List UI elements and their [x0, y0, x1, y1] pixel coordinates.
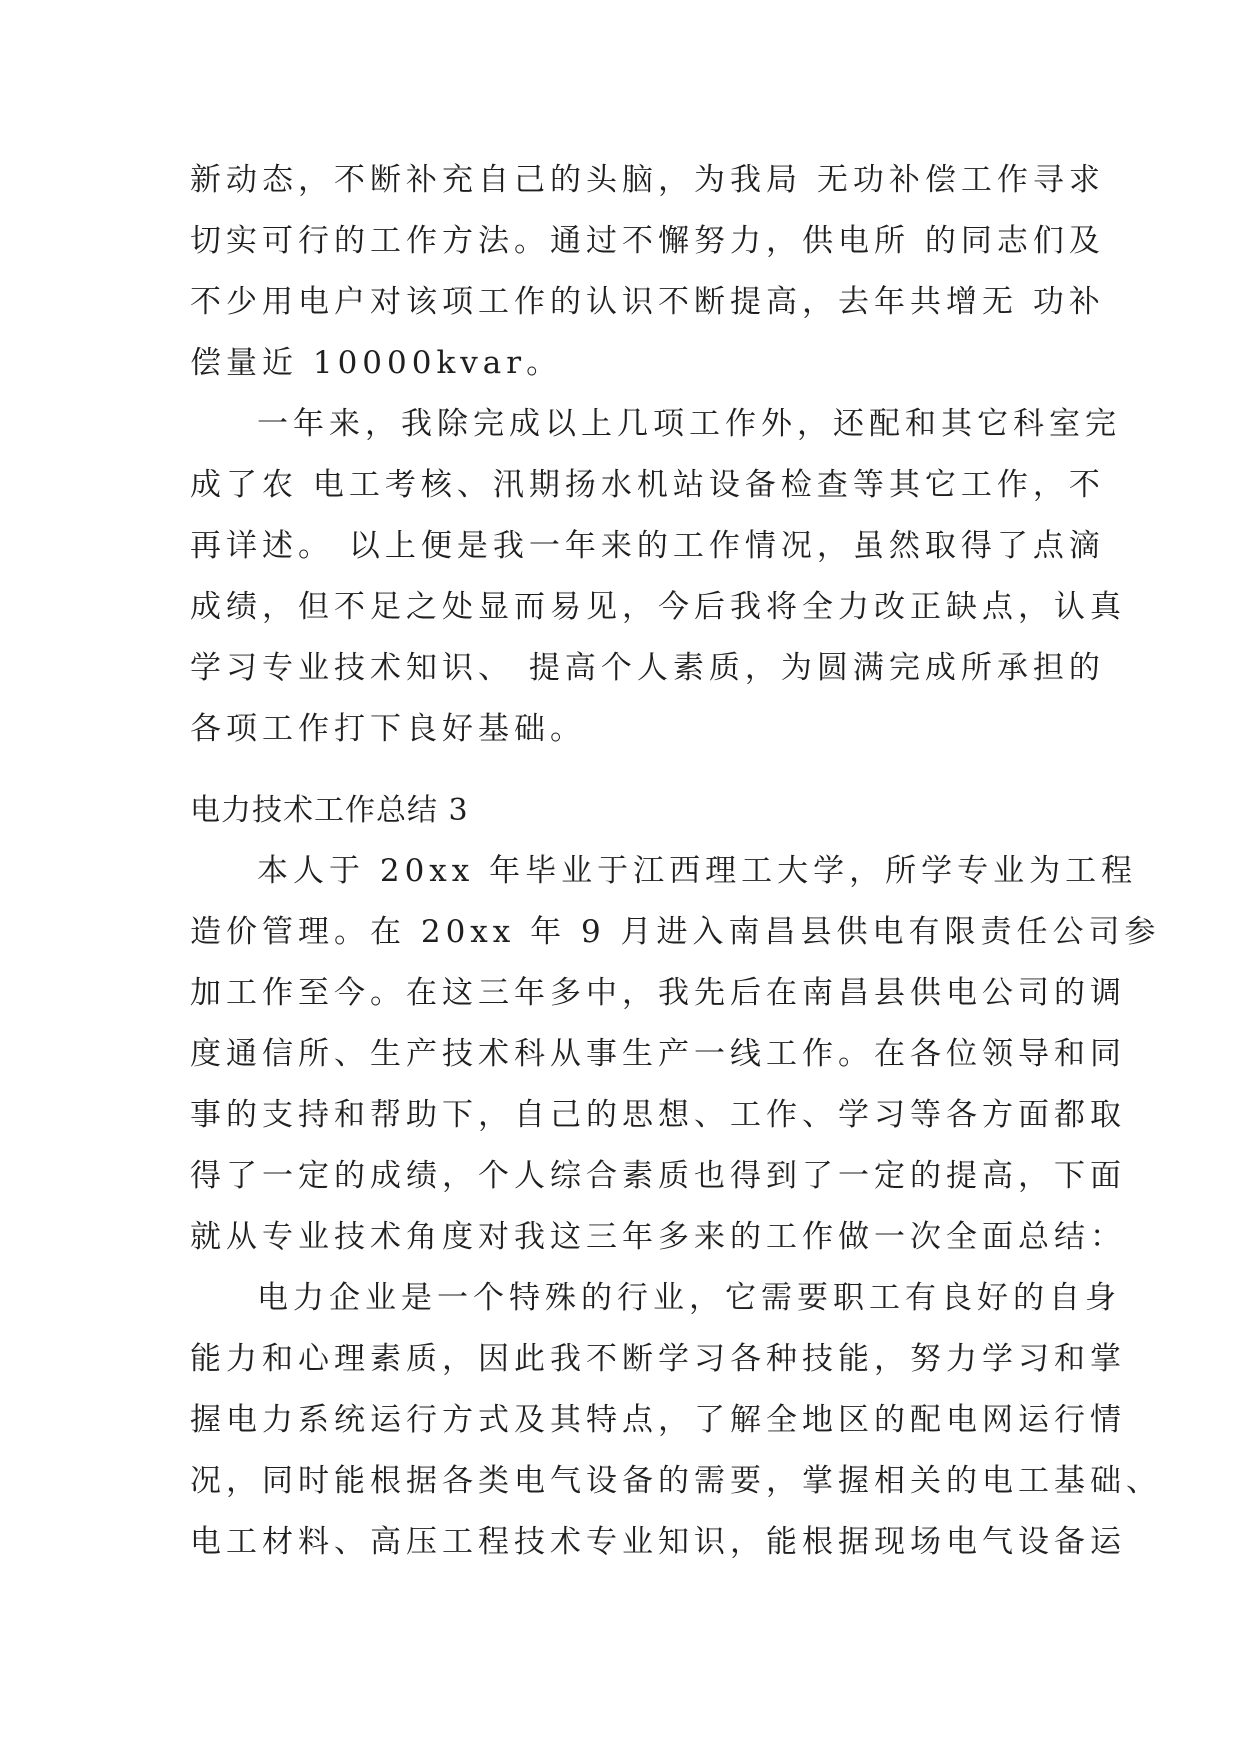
text-line: 加工作至今。在这三年多中，我先后在南昌县供电公司的调 [190, 975, 1126, 1011]
paragraph-power-industry [190, 1268, 1162, 1573]
text-line: 成了农 电工考核、汛期扬水机站设备检查等其它工作，不 [190, 467, 1105, 503]
text-line: 事的支持和帮助下，自己的思想、工作、学习等各方面都取 [190, 1097, 1126, 1133]
paragraph-year-summary [190, 394, 1126, 760]
text-line: 握电力系统运行方式及其特点，了解全地区的配电网运行情 [190, 1402, 1126, 1438]
paragraph-personal-background [190, 841, 1161, 1268]
text-line: 度通信所、生产技术科从事生产一线工作。在各位领导和同 [190, 1036, 1126, 1072]
text-line-indented: 电力企业是一个特殊的行业，它需要职工有良好的自身 [257, 1280, 1121, 1316]
text-line: 得了一定的成绩，个人综合素质也得到了一定的提高，下面 [190, 1158, 1126, 1194]
text-line: 新动态，不断补充自己的头脑，为我局 无功补偿工作寻求 [190, 162, 1105, 198]
text-line: 成绩，但不足之处显而易见，今后我将全力改正缺点，认真 [190, 589, 1126, 625]
text-line: 不少用电户对该项工作的认识不断提高，去年共增无 功补 [190, 284, 1105, 320]
text-line: 况，同时能根据各类电气设备的需要，掌握相关的电工基础、 [190, 1463, 1162, 1499]
text-line: 偿量近 10000kvar。 [190, 345, 563, 381]
text-line: 能力和心理素质，因此我不断学习各种技能，努力学习和掌 [190, 1341, 1126, 1377]
text-line-indented: 本人于 20xx 年毕业于江西理工大学，所学专业为工程 [257, 853, 1138, 889]
text-line: 造价管理。在 20xx 年 9 月进入南昌县供电有限责任公司参 [190, 914, 1161, 950]
section-heading-block [190, 780, 1052, 841]
text-line: 切实可行的工作方法。通过不懈努力，供电所 的同志们及 [190, 223, 1105, 259]
section-heading: 电力技术工作总结 3 [190, 793, 469, 828]
text-line-indented: 一年来，我除完成以上几项工作外，还配和其它科室完 [257, 406, 1121, 442]
text-line: 就从专业技术角度对我这三年多来的工作做一次全面总结： [190, 1219, 1126, 1255]
text-line: 电工材料、高压工程技术专业知识，能根据现场电气设备运 [190, 1524, 1126, 1560]
text-line: 再详述。 以上便是我一年来的工作情况，虽然取得了点滴 [190, 528, 1105, 564]
text-line: 各项工作打下良好基础。 [190, 711, 586, 747]
paragraph-wireless-compensation [190, 150, 1105, 394]
text-line: 学习专业技术知识、 提高个人素质，为圆满完成所承担的 [190, 650, 1105, 686]
